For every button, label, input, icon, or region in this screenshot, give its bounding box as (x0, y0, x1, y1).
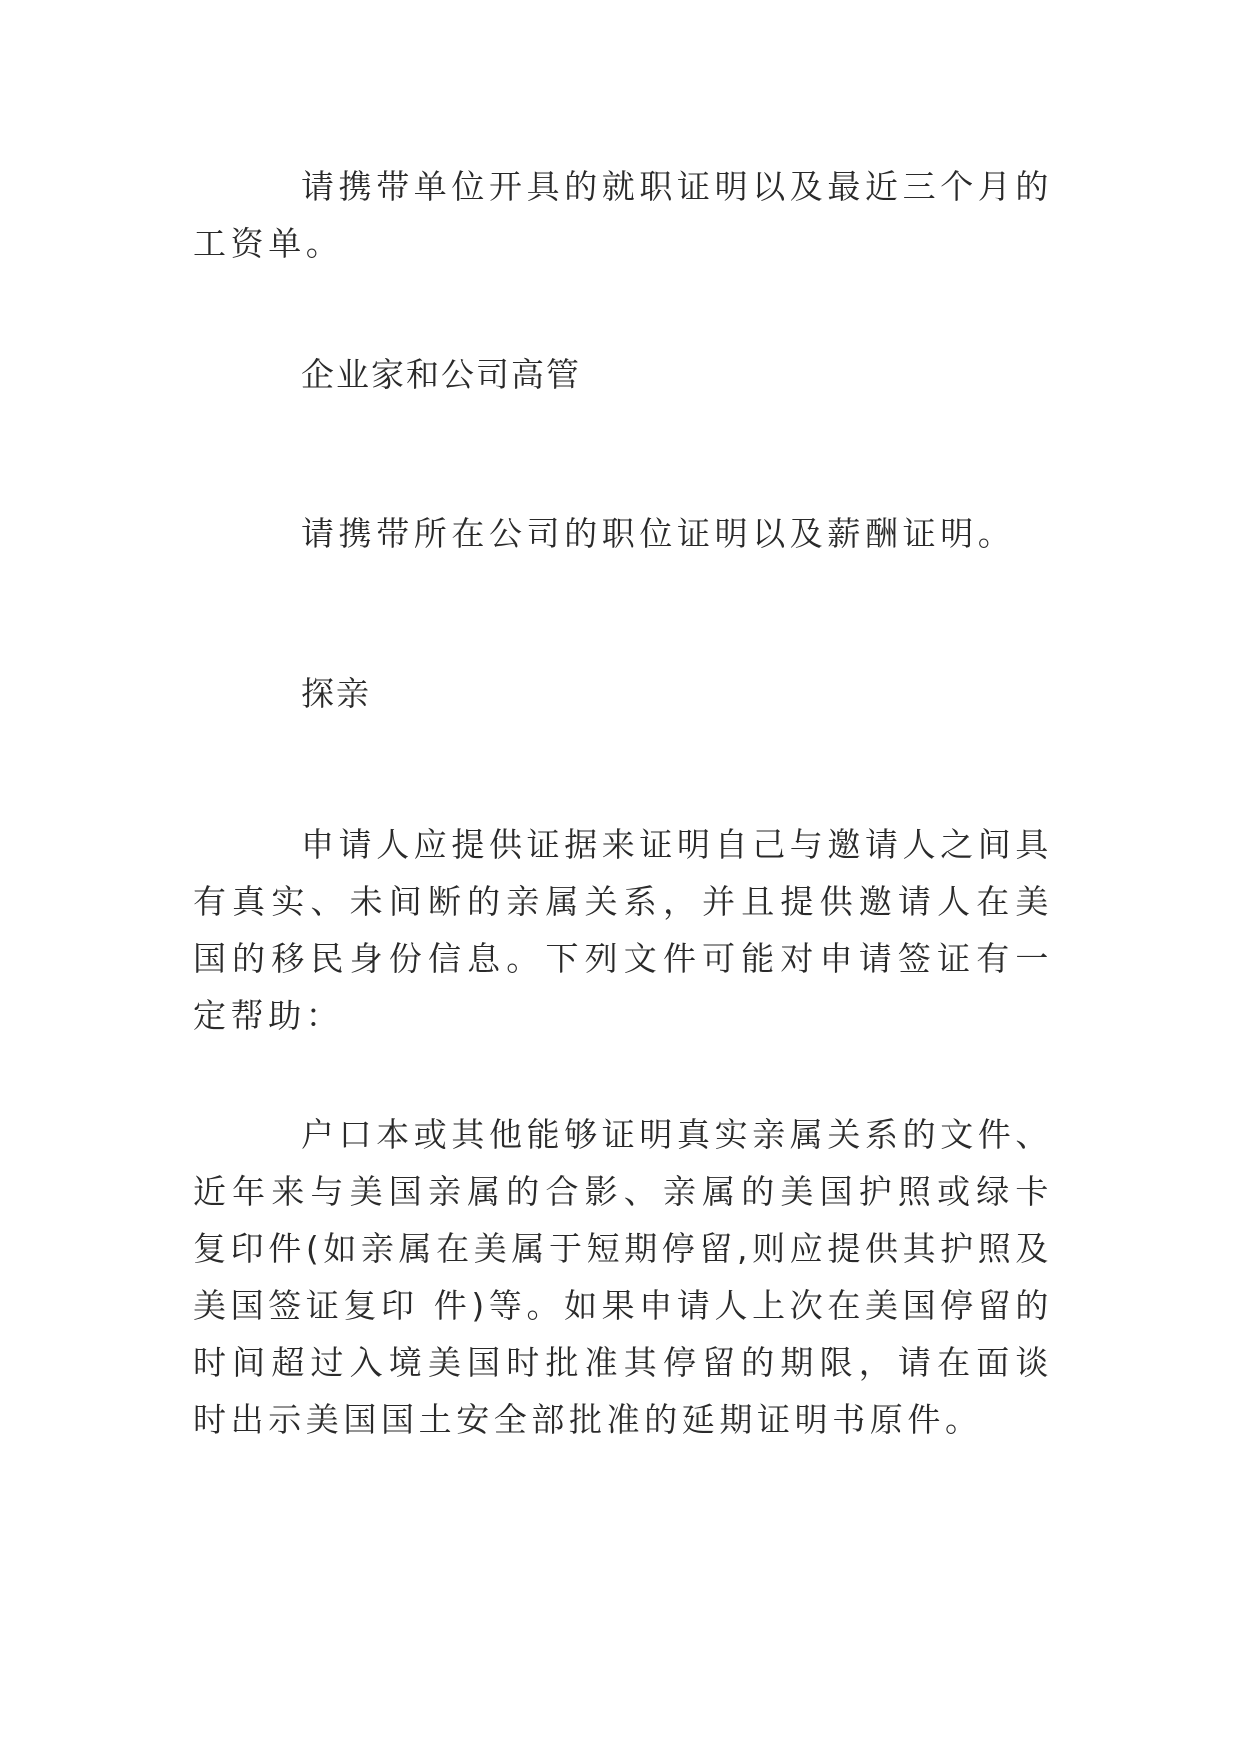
supporting-documents-paragraph: 户口本或其他能够证明真实亲属关系的文件、近年来与美国亲属的合影、亲属的美国护照或绿卡复印件(如亲属在美属于短期停留,则应提供其护照及美国签证复印 件)等。如果申请人上次在美国停留的时间超过入境美国时批准其停留的期限，请在面谈时出示美国国土安全部批准的延期证明书原件。 (193, 1115, 1053, 1439)
family-visit-requirements-paragraph: 申请人应提供证据来证明自己与邀请人之间具有真实、未间断的亲属关系，并且提供邀请人在美国的移民身份信息。下列文件可能对申请签证有一定帮助： (193, 825, 1053, 1035)
section-heading-family-visit: 探亲 (301, 674, 371, 713)
employment-proof-paragraph: 请携带单位开具的就职证明以及最近三个月的工资单。 (193, 167, 1053, 263)
executive-proof-paragraph: 请携带所在公司的职位证明以及薪酬证明。 (301, 514, 1016, 553)
section-heading-executives: 企业家和公司高管 (301, 355, 581, 394)
